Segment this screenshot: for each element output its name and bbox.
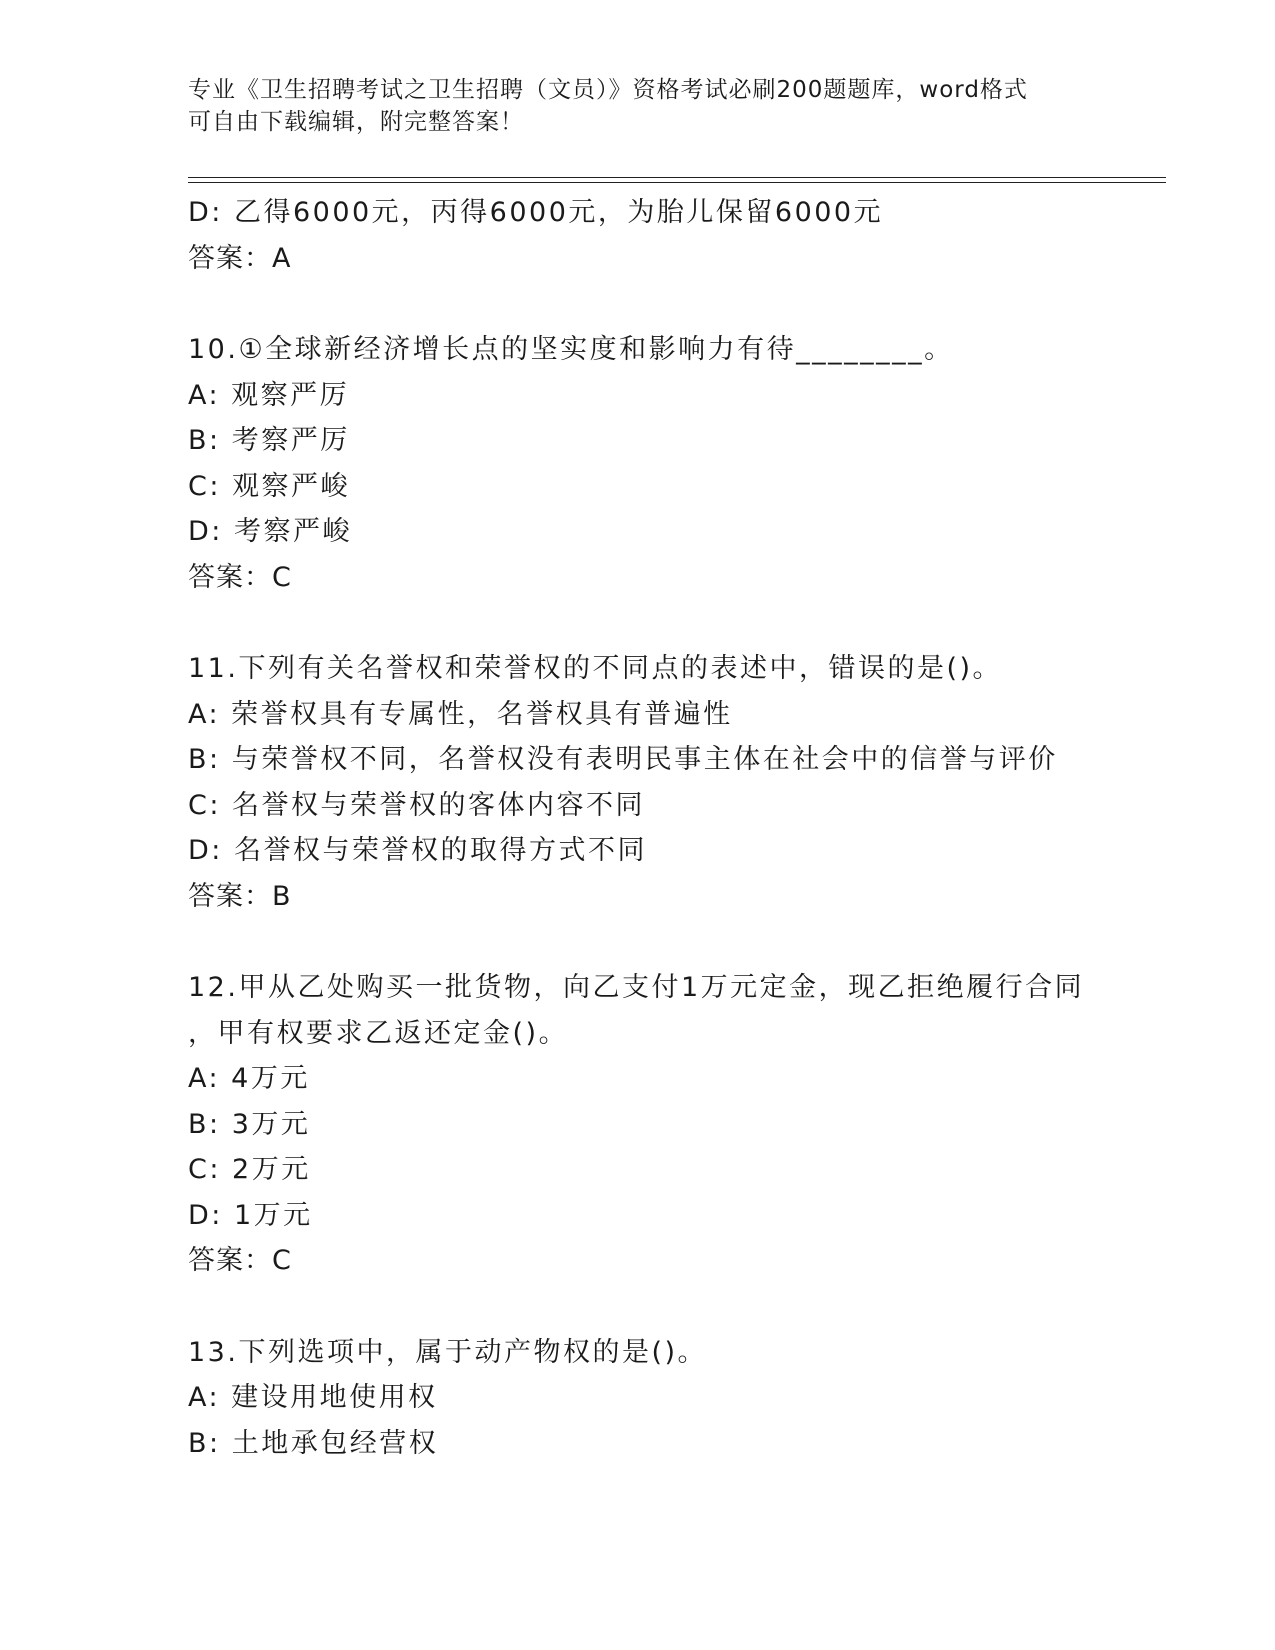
question-10-option-b: B: 考察严厉 [188, 425, 350, 456]
question-10-option-a: A: 观察严厉 [188, 379, 350, 411]
question-11-option-b: B: 与荣誉权不同，名誉权没有表明民事主体在社会中的信誉与评价 [188, 744, 1058, 775]
question-10-option-d: D: 考察严峻 [188, 516, 352, 547]
question-list [188, 190, 1088, 1466]
question-10-stem: 10.①全球新经济增长点的坚实度和影响力有待________。 [188, 334, 954, 365]
question-13-stem: 13.下列选项中，属于动产物权的是()。 [188, 1336, 708, 1368]
spacer [188, 281, 1088, 327]
question-12-answer: 答案：C [188, 1245, 292, 1276]
header-title-line-2: 可自由下载编辑，附完整答案！ [188, 109, 524, 135]
question-13-option-a: A: 建设用地使用权 [188, 1382, 438, 1413]
header-title-line-1: 专业《卫生招聘考试之卫生招聘（文员）》资格考试必刷200题题库，word格式 [188, 77, 1028, 103]
question-10-option-c: C: 观察严峻 [188, 470, 351, 502]
question-11-option-a: A: 荣誉权具有专属性，名誉权具有普遍性 [188, 698, 733, 730]
question-11-answer: 答案：B [188, 880, 292, 912]
header-divider-bottom [188, 182, 1166, 183]
question-12-option-d: D: 1万元 [188, 1199, 313, 1231]
question-9-option-d: D: 乙得6000元，丙得6000元，为胎儿保留6000元 [188, 197, 884, 228]
spacer [188, 1284, 1088, 1330]
question-12-option-c: C: 2万元 [188, 1154, 311, 1185]
question-13-option-b: B: 土地承包经营权 [188, 1427, 439, 1459]
document-header [188, 74, 1068, 138]
header-divider-top [188, 177, 1166, 178]
question-11-option-c: C: 名誉权与荣誉权的客体内容不同 [188, 789, 646, 821]
spacer [188, 600, 1088, 646]
question-10-answer: 答案：C [188, 561, 292, 593]
question-11-stem: 11.下列有关名誉权和荣誉权的不同点的表述中，错误的是()。 [188, 653, 1003, 684]
question-12-stem: 12.甲从乙处购买一批货物，向乙支付1万元定金，现乙拒绝履行合同 [188, 972, 1085, 1003]
spacer [188, 919, 1088, 965]
question-12-stem-continuation: ，甲有权要求乙返还定金()。 [188, 1017, 569, 1049]
question-9-answer: 答案：A [188, 242, 292, 274]
question-12-option-b: B: 3万元 [188, 1108, 311, 1140]
question-12-option-a: A: 4万元 [188, 1063, 310, 1094]
question-11-option-d: D: 名誉权与荣誉权的取得方式不同 [188, 835, 647, 866]
